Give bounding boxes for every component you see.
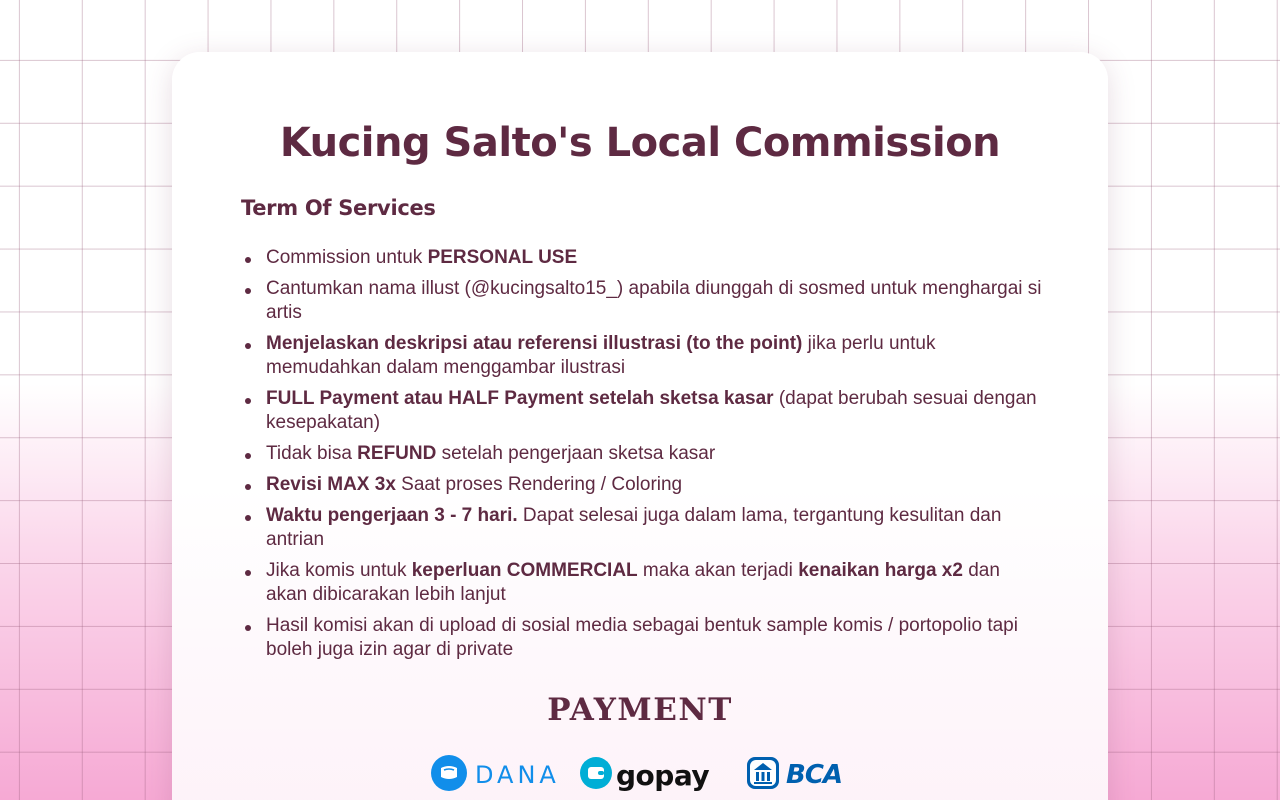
term-item	[266, 504, 1046, 552]
term-item	[266, 277, 1046, 325]
bca-logo	[746, 755, 842, 795]
gopay-wallet-icon	[580, 757, 612, 794]
term-text: Commission untuk	[266, 247, 428, 268]
dana-logo	[431, 755, 560, 795]
term-text: dan akan dibicarakan lebih lanjut	[266, 560, 1000, 605]
term-text: setelah pengerjaan sketsa kasar	[436, 443, 716, 464]
dana-label: DANA	[475, 761, 560, 789]
term-item	[266, 387, 1046, 435]
term-item	[266, 614, 1046, 662]
term-emphasis: kenaikan harga x2	[798, 560, 963, 581]
gopay-logo	[580, 755, 709, 795]
payment-heading: PAYMENT	[547, 692, 733, 728]
bca-label: BCA	[786, 760, 843, 790]
term-text: jika perlu untuk memudahkan dalam menggambar ilustrasi	[266, 333, 936, 378]
term-text: maka akan terjadi	[637, 560, 799, 581]
commission-card	[172, 52, 1108, 800]
terms-of-service-heading: Term Of Services	[241, 196, 436, 220]
term-emphasis: REFUND	[357, 443, 437, 464]
dana-wallet-icon	[431, 755, 467, 796]
page-title: Kucing Salto's Local Commission	[279, 120, 1001, 166]
payment-methods	[172, 755, 1108, 795]
term-text: (dapat berubah sesuai dengan kesepakatan)	[266, 388, 1037, 433]
term-text: Cantumkan nama illust (@kucingsalto15_) apabila diunggah di sosmed untuk menghargai si artis	[266, 278, 1042, 323]
term-text: Jika komis untuk	[266, 560, 412, 581]
term-text: Tidak bisa	[266, 443, 358, 464]
term-text: Saat proses Rendering / Coloring	[395, 474, 683, 495]
term-item	[266, 559, 1046, 607]
term-item	[266, 442, 1046, 466]
term-emphasis: Revisi MAX 3x	[266, 474, 396, 495]
term-item	[266, 246, 1046, 270]
term-text: Hasil komisi akan di upload di sosial media sebagai bentuk sample komis / portopolio tapi boleh juga izin agar di private	[266, 615, 1018, 660]
term-item	[266, 332, 1046, 380]
term-item	[266, 473, 1046, 497]
term-emphasis: keperluan COMMERCIAL	[411, 560, 638, 581]
term-text: Dapat selesai juga dalam lama, tergantung kesulitan dan antrian	[266, 505, 1002, 550]
terms-list	[266, 246, 1046, 669]
term-emphasis: Waktu pengerjaan 3 - 7 hari.	[266, 505, 518, 526]
bca-bank-icon	[746, 756, 780, 795]
term-emphasis: PERSONAL USE	[427, 247, 578, 268]
gopay-label: gopay	[616, 758, 710, 792]
term-emphasis: FULL Payment atau HALF Payment setelah sketsa kasar	[266, 388, 774, 409]
term-emphasis: Menjelaskan deskripsi atau referensi illustrasi (to the point)	[266, 333, 803, 354]
